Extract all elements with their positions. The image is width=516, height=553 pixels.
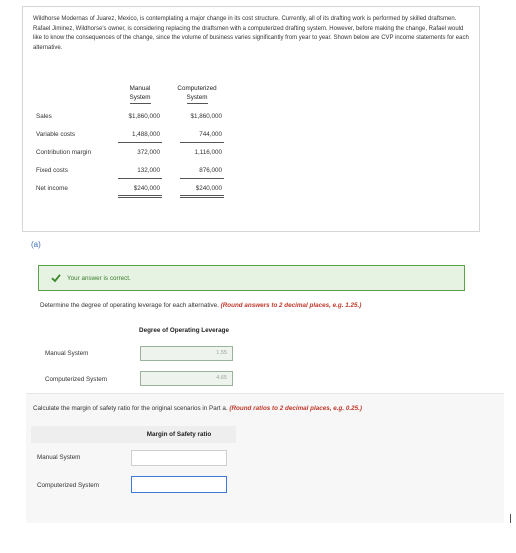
mos-row-label-computerized: Computerized System <box>37 482 99 489</box>
checkmark-icon <box>51 273 61 283</box>
fixed-costs-computerized: 876,000 <box>199 167 222 174</box>
double-rule-manual <box>118 195 162 198</box>
dol-question <box>40 302 480 309</box>
double-rule-comp <box>180 195 224 198</box>
mos-row-label-manual: Manual System <box>37 454 81 461</box>
mos-question-text: Calculate the margin of safety ratio for the original scenarios in Part a. <box>33 405 228 412</box>
cm-manual: 372,000 <box>137 149 160 156</box>
col-header-computerized <box>166 85 228 104</box>
mos-hint: (Round ratios to 2 decimal places, e.g. 0.25.) <box>229 405 362 412</box>
col-header-manual-line1: Manual <box>129 85 151 92</box>
col-header-comp-line1: Computerized <box>177 85 217 92</box>
rule-comp-2 <box>180 178 224 179</box>
fixed-costs-manual: 132,000 <box>137 167 160 174</box>
row-label-sales: Sales <box>36 113 52 120</box>
row-label-fixed-costs: Fixed costs <box>36 167 68 174</box>
rule-manual-1 <box>118 142 162 143</box>
dol-manual-input[interactable]: 1.55 <box>140 346 233 361</box>
row-label-contribution-margin: Contribution margin <box>36 149 91 156</box>
mos-question <box>33 405 503 412</box>
rule-manual-2 <box>118 178 162 179</box>
col-header-manual-line2: System <box>130 94 151 105</box>
variable-costs-computerized: 744,000 <box>199 131 222 138</box>
mos-computerized-input[interactable] <box>131 476 227 493</box>
dol-question-text: Determine the degree of operating leverage for each alternative. <box>40 302 219 309</box>
feedback-message: Your answer is correct. <box>67 275 131 282</box>
problem-card <box>22 6 480 232</box>
variable-costs-manual: 1,488,000 <box>131 131 160 138</box>
dol-row-label-manual: Manual System <box>45 350 89 357</box>
mos-manual-input[interactable] <box>131 450 227 466</box>
rule-comp-1 <box>180 142 224 143</box>
col-header-manual <box>112 85 168 104</box>
dol-computerized-input[interactable]: 4.65 <box>140 371 233 386</box>
dol-hint: (Round answers to 2 decimal places, e.g. 1.25.) <box>220 302 362 309</box>
net-income-computerized: $240,000 <box>195 185 222 192</box>
dol-row-label-computerized: Computerized System <box>45 376 107 383</box>
margin-of-safety-panel <box>26 393 504 523</box>
problem-intro: Wildhorse Modernas of Juarez, Mexico, is contemplating a major change in its cost structure. Currently, all of its drafting work is performed by skilled draftsmen. Rafael Jiminez, Wildhorse's owner, is considering replacing the draftsmen with a computerized drafting system. However, before making the change, Rafael would like to know the consequences of the change, since the volume of business varies significantly from year to year. Shown below are CVP income statements for each alternative. <box>33 16 469 51</box>
part-a-label: (a) <box>31 240 41 249</box>
col-header-comp-line2: System <box>187 94 208 105</box>
text-cursor <box>510 514 511 523</box>
row-label-net-income: Net income <box>36 185 68 192</box>
cm-computerized: 1,116,000 <box>194 149 222 156</box>
row-label-variable-costs: Variable costs <box>36 131 76 138</box>
net-income-manual: $240,000 <box>133 185 160 192</box>
sales-manual: $1,860,000 <box>128 113 160 120</box>
dol-column-header: Degree of Operating Leverage <box>139 327 229 334</box>
mos-column-header: Margin of Safety ratio <box>146 431 212 438</box>
correct-answer-banner <box>38 265 465 291</box>
sales-computerized: $1,860,000 <box>190 113 222 120</box>
